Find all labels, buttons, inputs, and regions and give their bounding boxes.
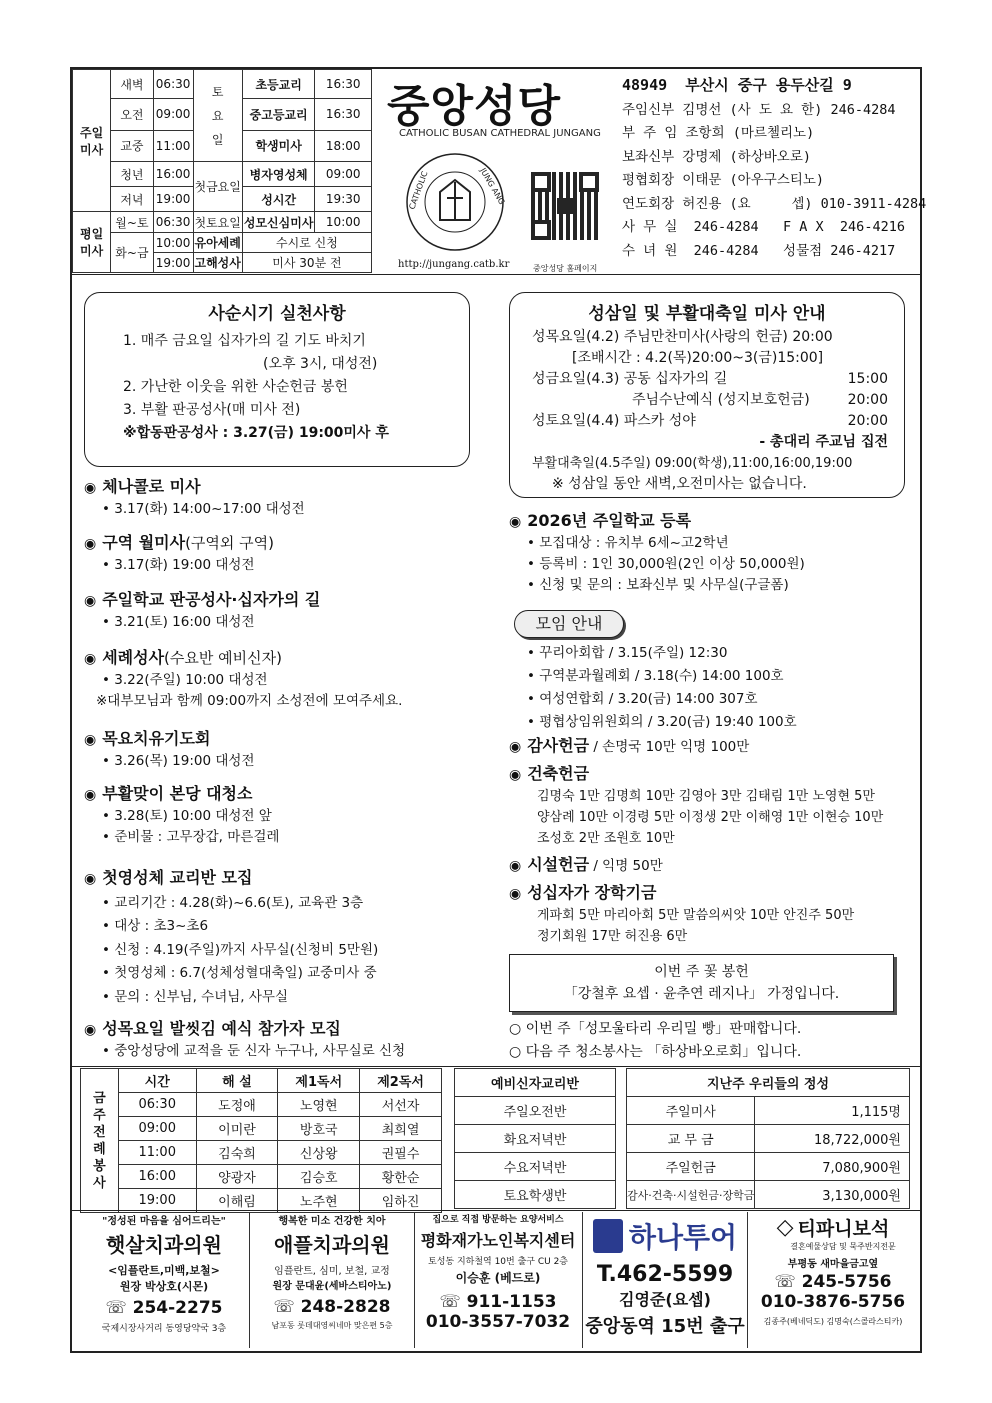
easter-line: 부활대축일(4.5주일) 09:00(학생),11:00,16:00,19:00 <box>532 456 853 471</box>
facility-offering: ◉ 시설헌금 / 익명 50만 <box>509 855 663 874</box>
notice-line: • 3.26(목) 19:00 대성전 <box>102 753 255 769</box>
ad-phone: ☏ 911-1153 <box>439 1292 557 1312</box>
ad-owners: 김종주(베네딕도) 김명숙(스콜라스티카) <box>763 1317 903 1326</box>
ad-name: 애플치과의원 <box>274 1233 390 1257</box>
ads-divider <box>72 1210 920 1211</box>
notice-cenacolo: ◉ 체나콜로 미사 • 3.17(화) 14:00~17:00 대성전 <box>84 476 494 520</box>
catechumen-class: 주일오전반 <box>455 1097 616 1125</box>
page-subtitle: CATHOLIC BUSAN CATHEDRAL JUNGANG <box>399 128 601 139</box>
ad-services: <임플란트,미백,보철> <box>108 1264 220 1277</box>
notice-line: • 3.17(화) 14:00~17:00 대성전 <box>102 501 305 517</box>
notice-title-sub: (구역외 구역) <box>185 534 275 552</box>
notice-title: 세례성사 <box>102 648 165 667</box>
ad-separator <box>414 1212 415 1348</box>
notice-line: • 모집대상 : 유치부 6세~고2학년 <box>527 535 729 551</box>
sunday-mass-label: 주일 미사 <box>73 70 111 212</box>
service-cell: 김승호 <box>278 1165 360 1189</box>
notice-baptism: ◉ 세례성사(수요반 예비신자) • 3.22(주일) 10:00 대성전 ※대부모님과 함께 09:00까지 소성전에 모여주세요. <box>84 647 494 712</box>
meetings-label: 모임 안내 <box>514 610 624 638</box>
lent-line: 3. 부활 판공성사(매 미사 전) <box>123 402 301 418</box>
service-cell: 신상왕 <box>278 1141 360 1165</box>
saturday-label: 토 요 일 <box>193 70 242 162</box>
weekday-mass-label: 평일 미사 <box>73 212 111 273</box>
offering-summary-table <box>626 1068 910 1209</box>
announcement-item: ○ 다음 주 청소봉사는 「하상바오로회」입니다. <box>509 1044 802 1060</box>
contact-line: 수 녀 원 246-4284 성물점 246-4217 <box>622 242 896 259</box>
service-cell: 19:00 <box>118 1189 196 1213</box>
mass-slot: 월~토 <box>111 212 154 233</box>
scholarship-fund: ◉ 성십자가 장학기금 게파회 5만 마리아회 5만 말씀의씨앗 10만 안진주 50만 정기회원 17만 허진용 6만 <box>509 882 919 947</box>
ad-location: 남포동 롯데대영씨네마 맞은편 5층 <box>271 1321 393 1330</box>
notice-line: • 대상 : 초3~초6 <box>102 918 209 934</box>
mass-slot: 초등교리 <box>242 70 315 99</box>
service-cell: 최희열 <box>360 1117 442 1141</box>
easter-line: ※ 성삼일 동안 새벽,오전미사는 없습니다. <box>552 476 807 492</box>
offering-value: 1,115명 <box>755 1097 910 1125</box>
flower-family: 「강철후 요셉 · 윤추연 레지나」 가정입니다. <box>563 986 840 1002</box>
contact-line: 부 주 임 조항희 (마르첼리노) <box>622 125 815 141</box>
ad-name: 평화재가노인복지센터 <box>420 1231 576 1250</box>
service-cell: 황한순 <box>360 1165 442 1189</box>
donor-line: 양삼례 10만 이경령 5만 이정생 2만 이해영 1만 이현승 10만 <box>537 810 884 825</box>
easter-time: 15:00 <box>847 371 888 387</box>
notice-title-sub: (수요반 예비신자) <box>164 649 282 667</box>
mass-time: 18:00 <box>315 130 372 161</box>
mass-time: 10:00 <box>315 212 372 233</box>
qr-caption: 중앙성당 홈페이지 <box>533 264 598 273</box>
service-cell: 권필수 <box>360 1141 442 1165</box>
lent-line: 2. 가난한 이웃을 위한 사순헌금 봉헌 <box>123 379 348 395</box>
ad-phone: ☏ 248-2828 <box>273 1297 391 1317</box>
notice-line: • 교리기간 : 4.28(화)~6.6(토), 교육관 3층 <box>102 894 364 911</box>
notice-line: • 첫영성체 : 6.7(성체성혈대축일) 교중미사 중 <box>102 965 377 981</box>
mass-slot: 성모신심미사 <box>242 212 315 233</box>
easter-box <box>509 292 905 498</box>
liturgy-service-table <box>80 1068 442 1213</box>
mass-slot: 화~금 <box>111 233 154 273</box>
ad-name: 티파니보석 <box>797 1218 890 1240</box>
easter-line: 성토요일(4.4) 파스카 성야 <box>532 413 696 429</box>
notice-healing-prayer: ◉ 목요치유기도회 • 3.26(목) 19:00 대성전 <box>84 728 494 772</box>
mass-time: 09:00 <box>153 99 193 130</box>
notice-title: 구역 월미사 <box>102 533 186 552</box>
flower-offering-box <box>509 954 894 1012</box>
church-seal-icon <box>400 150 510 256</box>
service-cell: 06:30 <box>118 1093 196 1117</box>
ad-tagline: "정성된 마음을 심어드리는" <box>102 1216 226 1227</box>
mass-slot: 오전 <box>111 99 154 130</box>
notice-title: 시설헌금 <box>527 855 590 874</box>
donor-line: 게파회 5만 마리아회 5만 말씀의씨앗 10만 안진주 50만 <box>537 908 855 923</box>
easter-time: 20:00 <box>847 413 888 429</box>
ad-location: 국제시장사거리 동영당약국 3층 <box>101 1324 227 1334</box>
mass-slot: 저녁 <box>111 187 154 212</box>
announcements <box>509 1018 919 1064</box>
lent-title: 사순시기 실천사항 <box>208 304 346 324</box>
contact-line: 사 무 실 246-4284 F A X 246-4216 <box>622 219 905 235</box>
website-link[interactable]: http://jungang.catb.kr <box>398 259 510 270</box>
mass-slot: 유아세례 <box>193 233 242 253</box>
offering-label: 교 무 금 <box>627 1125 755 1153</box>
mass-time: 06:30 <box>153 70 193 99</box>
notice-title: 주일학교 판공성사·십자가의 길 <box>102 590 321 609</box>
notice-line: ※대부모님과 함께 09:00까지 소성전에 모여주세요. <box>96 693 403 709</box>
notice-line: • 신청 및 문의 : 보좌신부 및 사무실(구글폼) <box>527 577 789 593</box>
ad-mobile: 010-3876-5756 <box>760 1292 906 1312</box>
service-cell: 노주현 <box>278 1189 360 1213</box>
notice-line: • 중앙성당에 교적을 둔 신자 누구나, 사무실로 신청 <box>102 1043 406 1059</box>
service-header: 제2독서 <box>360 1069 442 1093</box>
catechumen-table <box>454 1068 616 1209</box>
notice-detail: / 익명 50만 <box>589 858 663 874</box>
catechumen-header: 예비신자교리반 <box>455 1069 616 1097</box>
easter-line: [조배시간 : 4.2(목)20:00~3(금)15:00] <box>572 350 824 366</box>
service-cell: 임하진 <box>360 1189 442 1213</box>
offering-label: 주일미사 <box>627 1097 755 1125</box>
hana-tour-logo-icon <box>593 1219 623 1253</box>
ad-tiffany-jewelry[interactable] <box>749 1212 917 1348</box>
notice-school-registration: ◉ 2026년 주일학교 등록 • 모집대상 : 유치부 6세~고2학년 • 등록비 : 1인 30,000원(2인 이상 50,000원) • 신청 및 문의 : 보좌신부 및 사무실(구글폼) <box>509 510 909 596</box>
easter-line: 주님수난예식 (성지보호헌금) <box>632 392 810 408</box>
mass-time: 06:30 <box>153 212 193 233</box>
mass-time: 16:30 <box>315 99 372 130</box>
easter-line: - 총대리 주교님 집전 <box>759 434 888 450</box>
notice-line: • 등록비 : 1인 30,000원(2인 이상 50,000원) <box>527 556 805 572</box>
contact-block <box>622 74 926 263</box>
diamond-icon: ◇ <box>776 1215 794 1240</box>
svg-text:CATHOLIC: CATHOLIC <box>407 169 430 211</box>
meetings-list <box>527 642 917 734</box>
service-cell: 도정애 <box>196 1093 278 1117</box>
ad-location: 중앙동역 15번 출구 <box>585 1316 745 1337</box>
notice-line: • 3.28(토) 10:00 대성전 앞 <box>102 808 272 824</box>
ad-apple-dental[interactable] <box>252 1212 412 1348</box>
flower-title: 이번 주 꽃 봉헌 <box>654 964 749 980</box>
meeting-item: • 구역분과월례회 / 3.18(수) 14:00 100호 <box>527 668 784 684</box>
notice-title: 감사헌금 <box>527 736 590 755</box>
address: 48949 부산시 중구 용두산길 9 <box>622 76 852 94</box>
mass-slot: 청년 <box>111 162 154 187</box>
ad-hana-tour[interactable] <box>584 1212 746 1348</box>
service-cell: 김숙희 <box>196 1141 278 1165</box>
service-cell: 양광자 <box>196 1165 278 1189</box>
qr-code-icon[interactable] <box>531 172 599 240</box>
lent-line: (오후 3시, 대성전) <box>263 356 378 372</box>
service-side-label: 금 주 전 례 봉 사 <box>81 1069 119 1213</box>
offering-value: 3,130,000원 <box>755 1181 910 1209</box>
announcement-item: ○ 이번 주「성모울타리 우리밀 빵」판매합니다. <box>509 1021 802 1037</box>
first-friday-label: 첫금요일 <box>193 162 242 212</box>
mass-time: 19:00 <box>153 253 193 273</box>
mass-slot: 새벽 <box>111 70 154 99</box>
meeting-item: • 평협상임위원회의 / 3.20(금) 19:40 100호 <box>527 714 797 730</box>
easter-line: 성금요일(4.3) 공동 십자가의 길 <box>532 371 728 387</box>
service-cell: 이미란 <box>196 1117 278 1141</box>
notice-title: 건축헌금 <box>527 764 590 783</box>
notice-line: • 신청 : 4.19(주일)까지 사무실(신청비 5만원) <box>102 941 379 958</box>
mass-slot: 병자영성체 <box>242 162 315 187</box>
mass-time: 16:30 <box>315 70 372 99</box>
notice-title: 첫영성체 교리반 모집 <box>102 868 253 887</box>
mass-time: 19:00 <box>153 187 193 212</box>
mass-time: 10:00 <box>153 233 193 253</box>
ad-services: 임플란트, 심미, 보철, 교정 <box>274 1266 390 1277</box>
meeting-item: • 여성연합회 / 3.20(금) 14:00 307호 <box>527 691 758 707</box>
ad-sunshine-dental[interactable] <box>80 1212 248 1348</box>
offering-header: 지난주 우리들의 정성 <box>627 1069 910 1097</box>
mass-time: 11:00 <box>153 130 193 161</box>
svg-text:JUNG ANG: JUNG ANG <box>478 166 507 207</box>
notice-title: 2026년 주일학교 등록 <box>527 511 692 530</box>
ad-director: 원장 문대윤(세바스티아노) <box>272 1281 392 1292</box>
mass-slot: 첫토요일 <box>193 212 242 233</box>
notice-line: • 3.17(화) 19:00 대성전 <box>102 557 255 573</box>
donor-line: 김명숙 1만 김명희 10만 김영아 3만 김태림 1만 노영현 5만 <box>537 789 875 804</box>
mass-slot: 중고등교리 <box>242 99 315 130</box>
notice-first-communion: ◉ 첫영성체 교리반 모집 • 교리기간 : 4.28(화)~6.6(토), 교육관 3층 • 대상 : 초3~초6 • 신청 : 4.19(주일)까지 사무실(신청비 5만원) • 첫영성체 : 6.7(성체성혈대축일) 교중미사 중 • 문의 : 신부님, 수녀님, 사무실 <box>84 866 494 1009</box>
mass-schedule-table <box>72 69 372 273</box>
notice-footwashing: ◉ 성목요일 발씻김 예식 참가자 모집 • 중앙성당에 교적을 둔 신자 누구나, 사무실로 신청 <box>84 1018 504 1062</box>
lent-line: ※합동판공성사 : 3.27(금) 19:00미사 후 <box>123 425 389 441</box>
mass-time: 09:00 <box>315 162 372 187</box>
offering-label: 감사·건축·시설헌금·장학금 <box>627 1181 755 1209</box>
easter-time: 20:00 <box>847 392 888 408</box>
easter-title: 성삼일 및 부활대축일 미사 안내 <box>588 304 826 324</box>
meeting-item: • 꾸리아회합 / 3.15(주일) 12:30 <box>527 645 728 661</box>
notice-detail: / 손명국 10만 익명 100만 <box>589 739 750 755</box>
page-title: 중앙성당 <box>387 81 562 132</box>
lent-box <box>84 292 470 467</box>
notice-line: • 3.21(토) 16:00 대성전 <box>102 614 255 630</box>
ad-location: 부평동 새마을금고옆 <box>787 1259 879 1270</box>
building-offering: ◉ 건축헌금 김명숙 1만 김명희 10만 김영아 3만 김태림 1만 노영현 5만 양삼례 10만 이경령 5만 이정생 2만 이해영 1만 이현승 10만 조성호 2만 조원호 10만 <box>509 763 919 849</box>
service-header: 해 설 <box>196 1069 278 1093</box>
notice-district: ◉ 구역 월미사(구역외 구역) • 3.17(화) 19:00 대성전 <box>84 532 494 576</box>
service-cell: 16:00 <box>118 1165 196 1189</box>
ad-phone: T.462-5599 <box>596 1262 734 1287</box>
catechumen-class: 화요저녁반 <box>455 1125 616 1153</box>
notice-title: 성목요일 발씻김 예식 참가자 모집 <box>102 1019 341 1038</box>
donor-line: 조성호 2만 조원호 10만 <box>537 831 675 846</box>
notice-title: 체나콜로 미사 <box>102 477 201 496</box>
catechumen-class: 토요학생반 <box>455 1181 616 1209</box>
service-cell: 서선자 <box>360 1093 442 1117</box>
contact-line: 평협회장 이태문 (아우구스티노) <box>622 172 825 188</box>
service-cell: 노영현 <box>278 1093 360 1117</box>
ad-tagline: 집으로 직접 방문하는 요양서비스 <box>432 1215 564 1225</box>
service-cell: 방호국 <box>278 1117 360 1141</box>
ad-director: 원장 박상호(시몬) <box>119 1280 209 1293</box>
mass-slot: 학생미사 <box>242 130 315 161</box>
ad-phone: ☏ 254-2275 <box>105 1298 223 1318</box>
mass-time: 16:00 <box>153 162 193 187</box>
contact-line: 보좌신부 강명제 (하상바오로) <box>622 148 812 165</box>
notice-title: 부활맞이 본당 대청소 <box>102 784 253 803</box>
notice-title: 성십자가 장학기금 <box>527 883 657 902</box>
mass-slot: 고해성사 <box>193 253 242 273</box>
contact-line: 주임신부 김명선 (사 도 요 한) 246-4284 <box>622 101 896 118</box>
ad-director: 김영준(요셉) <box>619 1290 711 1309</box>
ad-separator <box>582 1212 583 1348</box>
notice-line: • 준비물 : 고무장갑, 마른걸레 <box>102 829 280 845</box>
ad-tagline: 행복한 미소 건강한 치아 <box>278 1216 386 1227</box>
offering-value: 7,080,900원 <box>755 1153 910 1181</box>
notice-line: • 문의 : 신부님, 수녀님, 사무실 <box>102 988 289 1005</box>
notice-sundayschool-confession: ◉ 주일학교 판공성사·십자가의 길 • 3.21(토) 16:00 대성전 <box>84 589 494 633</box>
ad-name: 하나투어 <box>628 1221 738 1254</box>
ad-director: 이승훈 (베드로) <box>455 1271 541 1285</box>
donor-line: 정기회원 17만 허진용 6만 <box>537 929 688 944</box>
ad-separator <box>747 1212 748 1348</box>
service-cell: 이해림 <box>196 1189 278 1213</box>
contact-line: 연도회장 허진용 (요 셉) 010-3911-4284 <box>622 195 927 212</box>
service-header: 제1독서 <box>278 1069 360 1093</box>
mass-slot: 교중 <box>111 130 154 161</box>
notice-line: • 3.22(주일) 10:00 대성전 <box>102 672 268 688</box>
easter-line: 성목요일(4.2) 주님만찬미사(사랑의 헌금) 20:00 <box>532 329 833 345</box>
bottom-divider <box>72 1066 920 1067</box>
service-cell: 09:00 <box>118 1117 196 1141</box>
mass-time: 19:30 <box>315 187 372 212</box>
service-header: 시간 <box>118 1069 196 1093</box>
ad-separator <box>249 1212 250 1348</box>
service-cell: 11:00 <box>118 1141 196 1165</box>
mass-slot: 성시간 <box>242 187 315 212</box>
header-divider <box>72 274 920 275</box>
ad-services: 결혼예물상담 및 묵주반지전문 <box>790 1242 896 1251</box>
ad-phone: ☏ 245-5756 <box>774 1272 892 1292</box>
ad-location: 토성동 지하철역 10번 출구 CU 2층 <box>428 1257 568 1267</box>
catechumen-class: 수요저녁반 <box>455 1153 616 1181</box>
ad-name: 햇살치과의원 <box>106 1233 222 1257</box>
thanks-offering: ◉ 감사헌금 / 손명국 10만 익명 100만 <box>509 736 750 755</box>
mass-note: 수시로 신청 <box>242 233 371 253</box>
mass-note: 미사 30분 전 <box>242 253 371 273</box>
notice-title: 목요치유기도회 <box>102 729 211 748</box>
ad-peace-care-center[interactable] <box>416 1212 580 1348</box>
offering-value: 18,722,000원 <box>755 1125 910 1153</box>
lent-line: 1. 매주 금요일 십자가의 길 기도 바치기 <box>123 333 366 349</box>
ad-mobile: 010-3557-7032 <box>425 1312 571 1332</box>
offering-label: 주일헌금 <box>627 1153 755 1181</box>
notice-cleaning: ◉ 부활맞이 본당 대청소 • 3.28(토) 10:00 대성전 앞 • 준비물 : 고무장갑, 마른걸레 <box>84 783 494 848</box>
